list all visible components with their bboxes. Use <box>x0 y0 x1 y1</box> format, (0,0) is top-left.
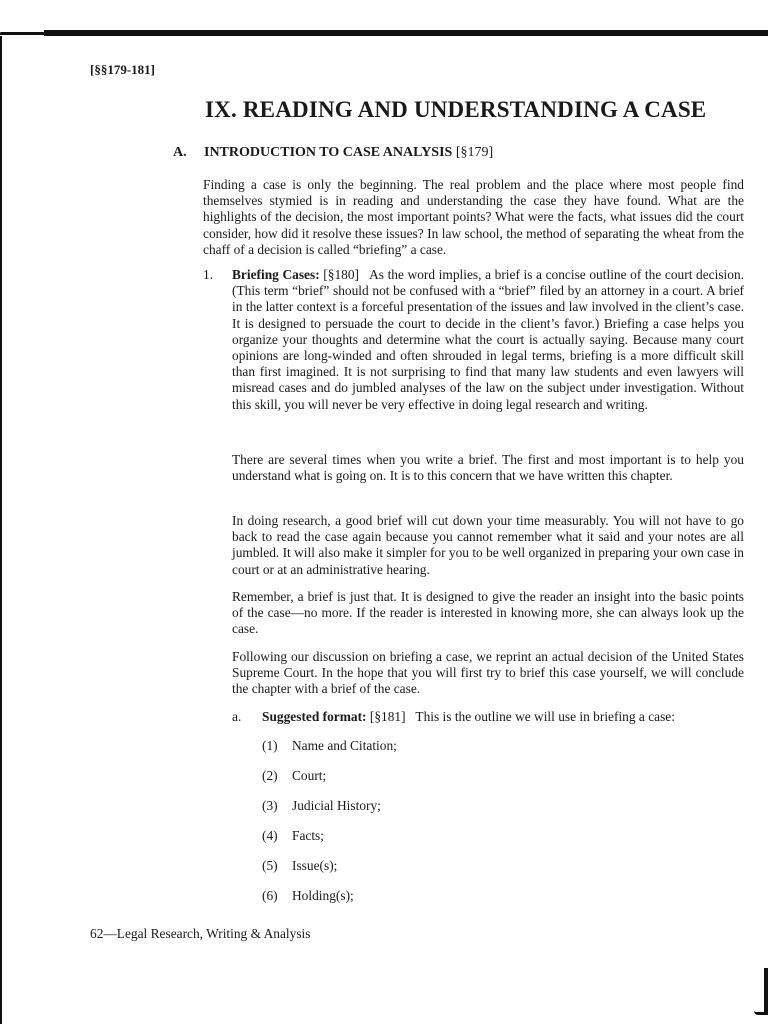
top-rule <box>44 30 768 36</box>
list-item-number: (1) <box>262 738 278 753</box>
list-item <box>262 768 397 798</box>
list-item-label: Issue(s); <box>292 858 338 873</box>
chapter-title: IX. READING AND UNDERSTANDING A CASE <box>205 97 707 122</box>
research-paragraph: In doing research, a good brief will cut down your time measurably. You will not have to go back to read the case again because you cannot remember what it said and your notes are all jumbled. It will also make it simpler for you to be well organized in preparing your own case in court or at an administrative hearing. <box>232 513 744 577</box>
list-item <box>262 888 397 918</box>
sub-a-heading: Suggested format: <box>262 709 367 724</box>
section-a-letter: A. <box>173 145 187 160</box>
page-footer: 62—Legal Research, Writing & Analysis <box>90 926 311 941</box>
sub-a-text: This is the outline we will use in briefing a case: <box>415 709 675 724</box>
list-item <box>262 828 397 858</box>
section-a-title-line <box>204 145 493 161</box>
list-item-label: Holding(s); <box>292 888 354 903</box>
item-1-heading: Briefing Cases: <box>232 267 320 282</box>
following-paragraph: Following our discussion on briefing a case, we reprint an actual decision of the United States Supreme Court. In the hope that you will first try to brief this case yourself, we will conclude the chapter with a brief of the case. <box>232 649 744 697</box>
brief-format-list <box>262 738 397 918</box>
section-a-ref: [§179] <box>455 145 494 160</box>
list-item <box>262 738 397 768</box>
list-item-label: Name and Citation; <box>292 738 397 753</box>
top-rule-tail <box>0 32 49 35</box>
list-item <box>262 798 397 828</box>
page-corner-bracket <box>754 968 768 1015</box>
page-left-edge <box>0 36 2 1024</box>
list-item-number: (6) <box>262 888 278 903</box>
item-1-text: As the word implies, a brief is a concise outline of the court decision. (This term “brief” should not be confused with a “brief” filed by an attorney in a court. A brief in the latter context is a forceful presentation of the issues and law involved in the client’s case. It is designed to persuade the court to decide in the client’s favor.) Briefing a case helps you organize your thoughts and determine what the court is actually saying. Because many court opinions are long-winded and often shrouded in legal terms, briefing is a more difficult skill than first imagined. It is not surprising to find that many law students and even lawyers will misread cases and do jumbled analyses of the law on the subject under investigation. Without this skill, you will never be very effective in doing legal research and writing. <box>232 267 744 412</box>
item-1-number: 1. <box>203 267 214 282</box>
list-item-label: Facts; <box>292 828 324 843</box>
sub-a-text-line <box>262 709 675 725</box>
sub-a-ref: [§181] <box>369 709 406 724</box>
section-range-header: [§§179-181] <box>90 62 155 77</box>
list-item-number: (2) <box>262 768 278 783</box>
remember-paragraph: Remember, a brief is just that. It is designed to give the reader an insight into the basic points of the case—no more. If the reader is interested in knowing more, she can always look up the case. <box>232 589 744 637</box>
list-item-number: (4) <box>262 828 278 843</box>
list-item-number: (3) <box>262 798 278 813</box>
section-a-title: INTRODUCTION TO CASE ANALYSIS <box>204 145 453 160</box>
item-1-paragraph <box>232 267 744 413</box>
list-item-number: (5) <box>262 858 278 873</box>
list-item-label: Judicial History; <box>292 798 381 813</box>
list-item <box>262 858 397 888</box>
list-item-label: Court; <box>292 768 327 783</box>
brief-times-paragraph: There are several times when you write a brief. The first and most important is to help you understand what is going on. It is to this concern that we have written this chapter. <box>232 452 744 484</box>
intro-paragraph: Finding a case is only the beginning. The real problem and the place where most people find themselves stymied is in reading and understanding the case they have found. What are the highlights of the decision, the most important points? What were the facts, what issues did the court consider, how did it resolve these issues? In law school, the method of separating the wheat from the chaff of a decision is called “briefing” a case. <box>203 177 744 257</box>
item-1-ref: [§180] <box>323 267 359 282</box>
sub-a-letter: a. <box>232 709 242 724</box>
